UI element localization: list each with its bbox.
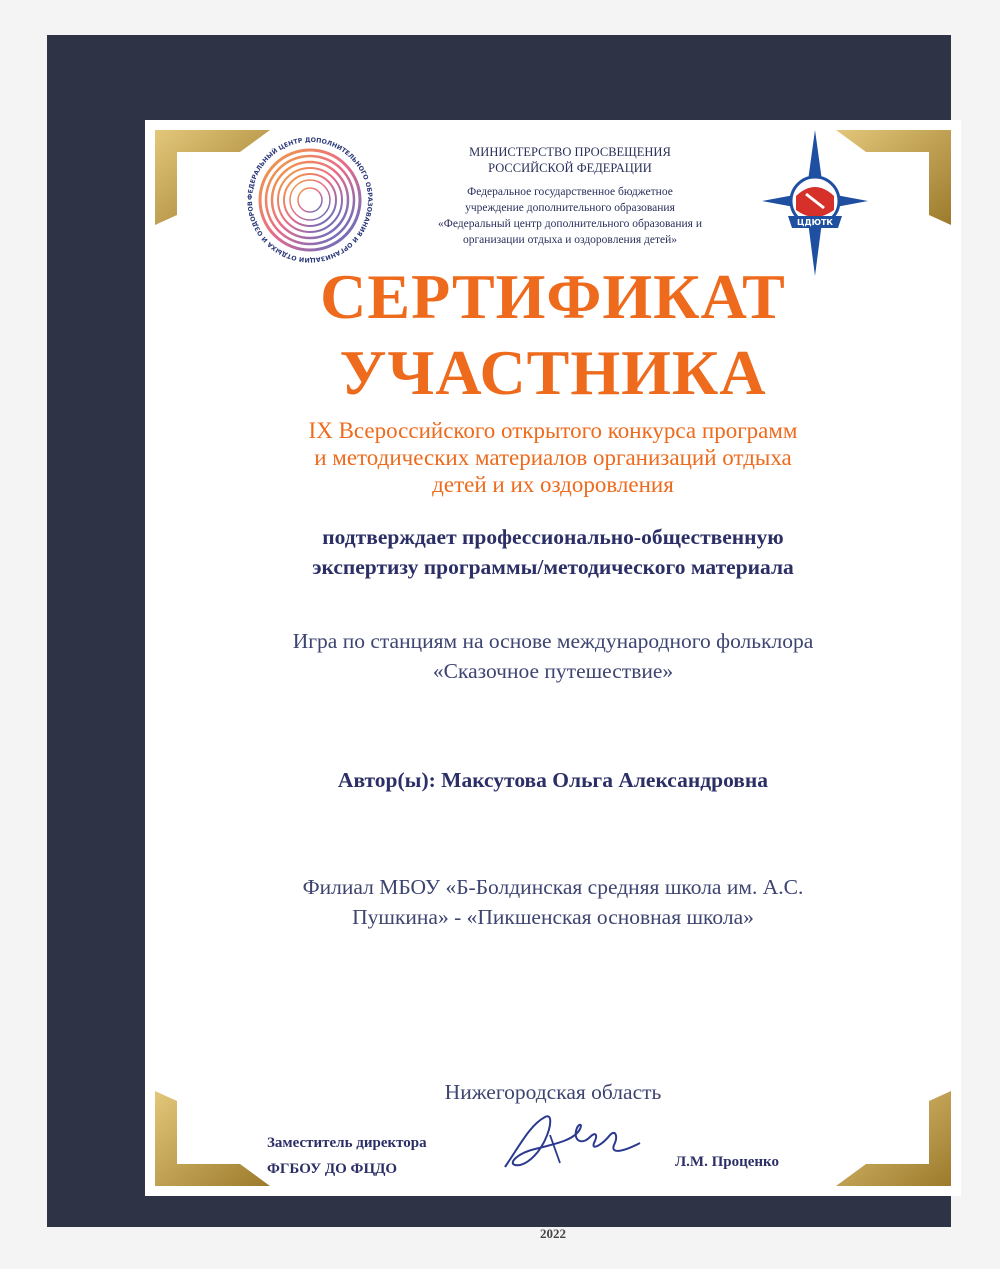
signatory-name: Л.М. Проценко xyxy=(675,1154,779,1170)
certificate-year: 2022 xyxy=(540,1226,566,1241)
certificate-paper xyxy=(145,120,961,1241)
signatory-position: Заместитель директора ФГБОУ ДО ФЦДО xyxy=(267,1135,427,1177)
organization-name: Федеральное государственное бюджетное учреждение дополнительного образования «Федеральный центр дополнительного образования и организации отдыха и оздоровления детей» xyxy=(438,186,702,246)
ministry-name: МИНИСТЕРСТВО ПРОСВЕЩЕНИЯ РОССИЙСКОЙ ФЕДЕРАЦИИ xyxy=(469,145,671,175)
program-title: Игра по станциям на основе международного фольклора «Сказочное путешествие» xyxy=(292,629,814,683)
fcdo-logo xyxy=(245,135,375,265)
certificate-frame xyxy=(47,35,951,1241)
cdyutk-compass-logo xyxy=(760,128,870,278)
handwritten-signature xyxy=(490,1105,660,1185)
logo-right-label: ЦДЮТК xyxy=(797,218,833,227)
school-name: Филиал МБОУ «Б-Болдинская средняя школа им. А.С. Пушкина» - «Пикшенская основная школа» xyxy=(302,875,804,929)
certificate-title-line2: УЧАСТНИКА xyxy=(339,337,767,408)
contest-name: IX Всероссийского открытого конкурса программ и методических материалов организаций отдыха детей и их оздоровления xyxy=(308,418,798,497)
confirmation-text: подтверждает профессионально-общественную экспертизу программы/методического материала xyxy=(312,525,794,579)
logo-ring-text: ФЕДЕРАЛЬНЫЙ ЦЕНТР ДОПОЛНИТЕЛЬНОГО ОБРАЗОВАНИЯ И ОРГАНИЗАЦИИ ОТДЫХА И ОЗДОРОВ xyxy=(246,136,374,264)
certificate-title-line1: СЕРТИФИКАТ xyxy=(320,261,786,332)
region-name: Нижегородская область xyxy=(444,1080,662,1104)
authors-line: Автор(ы): Максутова Ольга Александровна xyxy=(337,768,769,792)
